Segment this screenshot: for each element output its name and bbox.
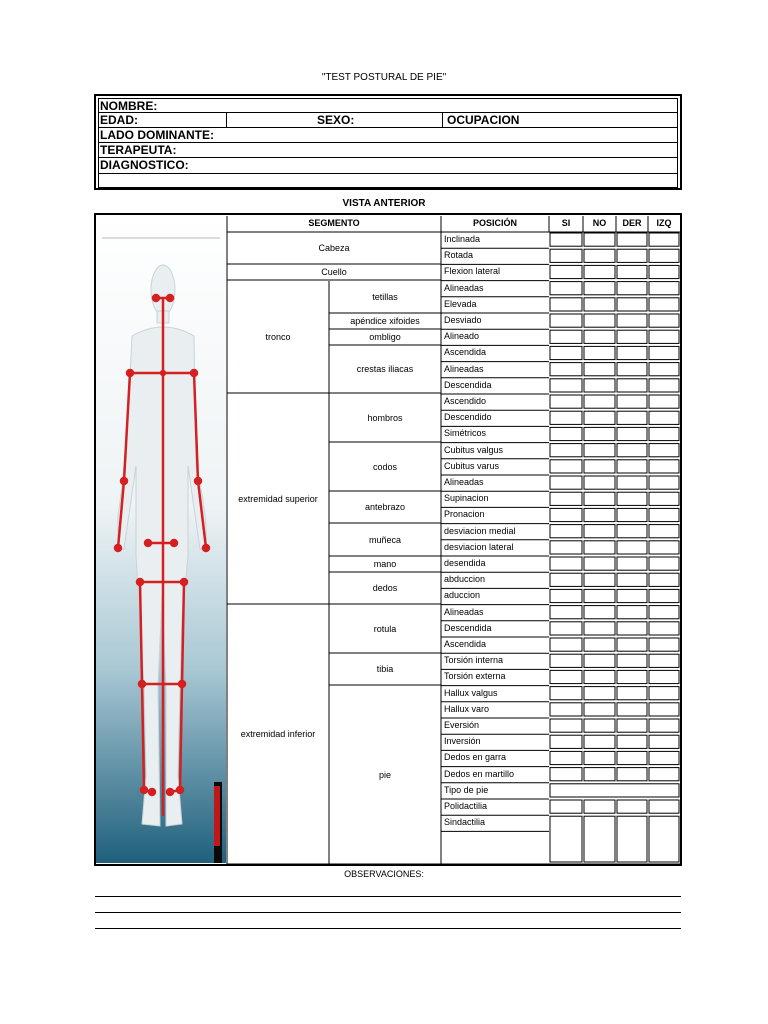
check-box[interactable] bbox=[584, 589, 615, 602]
position-label: Dedos en garra bbox=[444, 752, 507, 763]
header-no: NO bbox=[592, 218, 607, 228]
segment-extremidad-superior: extremidad superior bbox=[238, 493, 318, 504]
check-box[interactable] bbox=[584, 282, 615, 295]
position-label: Desviado bbox=[444, 315, 482, 325]
check-box[interactable] bbox=[584, 654, 615, 667]
check-box[interactable] bbox=[617, 314, 647, 327]
check-box[interactable] bbox=[550, 800, 582, 813]
edad-label: EDAD: bbox=[100, 113, 138, 127]
check-box[interactable] bbox=[649, 265, 679, 278]
position-label: Ascendido bbox=[444, 396, 487, 406]
check-box[interactable] bbox=[584, 719, 615, 732]
segment-apendice-xifoides: apéndice xifoides bbox=[350, 316, 420, 326]
segment-rotula: rotula bbox=[373, 623, 397, 634]
check-box[interactable] bbox=[584, 508, 615, 521]
check-box[interactable] bbox=[649, 427, 679, 440]
diagnostico-label: DIAGNOSTICO: bbox=[100, 158, 189, 172]
check-box[interactable] bbox=[617, 233, 647, 246]
check-box[interactable] bbox=[584, 395, 615, 408]
position-label: Alineadas bbox=[444, 282, 484, 293]
check-box[interactable] bbox=[617, 282, 647, 295]
check-box[interactable] bbox=[550, 314, 582, 327]
position-label: Polidactilia bbox=[444, 801, 488, 811]
check-box[interactable] bbox=[550, 476, 582, 489]
check-box[interactable] bbox=[649, 670, 679, 683]
check-box[interactable] bbox=[550, 670, 582, 683]
check-box[interactable] bbox=[649, 379, 679, 392]
check-box[interactable] bbox=[584, 444, 615, 457]
check-box[interactable] bbox=[649, 508, 679, 521]
check-box[interactable] bbox=[550, 460, 582, 473]
check-box[interactable] bbox=[649, 800, 679, 813]
check-box[interactable] bbox=[649, 589, 679, 602]
position-label: Cubitus varus bbox=[444, 460, 500, 471]
check-box[interactable] bbox=[584, 492, 615, 505]
position-label: abduccion bbox=[444, 574, 486, 585]
segment-muneca: muñeca bbox=[368, 534, 402, 545]
check-box[interactable] bbox=[649, 751, 679, 764]
segment-crestas-iliacas: crestas iliacas bbox=[356, 364, 414, 374]
check-box[interactable] bbox=[617, 525, 647, 538]
check-box[interactable] bbox=[584, 816, 615, 862]
observaciones-line[interactable] bbox=[95, 896, 681, 897]
check-box[interactable] bbox=[550, 719, 582, 732]
check-box[interactable] bbox=[617, 735, 647, 748]
position-label: Cubitus valgus bbox=[444, 444, 504, 455]
check-box[interactable] bbox=[550, 703, 582, 716]
check-box[interactable] bbox=[550, 411, 582, 424]
check-box[interactable] bbox=[617, 638, 647, 651]
position-label: desviacion lateral bbox=[444, 541, 514, 552]
segment-cabeza: Cabeza bbox=[318, 243, 350, 253]
check-box[interactable] bbox=[649, 638, 679, 651]
position-label: Hallux varo bbox=[444, 703, 490, 714]
check-box[interactable] bbox=[584, 233, 615, 246]
check-box[interactable] bbox=[649, 314, 679, 327]
check-box[interactable] bbox=[584, 735, 615, 748]
check-box[interactable] bbox=[649, 249, 679, 262]
check-box[interactable] bbox=[617, 573, 647, 586]
check-box[interactable] bbox=[617, 492, 647, 505]
segment-ombligo: ombligo bbox=[369, 332, 401, 342]
check-box[interactable] bbox=[617, 460, 647, 473]
check-box[interactable] bbox=[550, 638, 582, 651]
check-box[interactable] bbox=[649, 460, 679, 473]
check-box[interactable] bbox=[584, 622, 615, 635]
check-box[interactable] bbox=[649, 444, 679, 457]
check-box[interactable] bbox=[550, 816, 582, 862]
nombre-label: NOMBRE: bbox=[100, 99, 158, 113]
check-box[interactable] bbox=[584, 525, 615, 538]
check-box[interactable] bbox=[649, 330, 679, 343]
check-box[interactable] bbox=[550, 282, 582, 295]
check-box[interactable] bbox=[550, 654, 582, 667]
check-box[interactable] bbox=[550, 492, 582, 505]
check-box[interactable] bbox=[649, 687, 679, 700]
check-box[interactable] bbox=[617, 816, 647, 862]
check-box[interactable] bbox=[584, 638, 615, 651]
check-box[interactable] bbox=[617, 298, 647, 311]
check-box[interactable] bbox=[550, 427, 582, 440]
check-box[interactable] bbox=[649, 654, 679, 667]
check-box[interactable] bbox=[617, 557, 647, 570]
check-box[interactable] bbox=[584, 670, 615, 683]
segment-antebrazo: antebrazo bbox=[364, 502, 406, 512]
form-title: "TEST POSTURAL DE PIE" bbox=[321, 72, 447, 83]
check-box[interactable] bbox=[550, 233, 582, 246]
check-box[interactable] bbox=[584, 703, 615, 716]
position-label: Simétricos bbox=[444, 428, 487, 439]
check-box[interactable] bbox=[649, 768, 679, 781]
segment-tronco: tronco bbox=[265, 331, 291, 342]
check-box[interactable] bbox=[617, 265, 647, 278]
check-box[interactable] bbox=[617, 687, 647, 700]
position-label: Descendida bbox=[444, 622, 492, 633]
segment-hombros: hombros bbox=[367, 412, 403, 423]
segment-dedos: dedos bbox=[372, 583, 398, 593]
header-izq: IZQ bbox=[656, 218, 672, 228]
check-box[interactable] bbox=[649, 719, 679, 732]
header-posicion: POSICIÓN bbox=[472, 218, 517, 228]
check-box[interactable] bbox=[550, 379, 582, 392]
position-label: desviacion medial bbox=[444, 525, 516, 536]
check-box[interactable] bbox=[584, 330, 615, 343]
section-title: VISTA ANTERIOR bbox=[342, 198, 426, 209]
check-box[interactable] bbox=[550, 444, 582, 457]
check-box[interactable] bbox=[617, 476, 647, 489]
check-box[interactable] bbox=[617, 411, 647, 424]
check-box[interactable] bbox=[550, 573, 582, 586]
segment-codos: codos bbox=[372, 461, 398, 472]
position-label: Inclinada bbox=[444, 234, 481, 244]
check-box[interactable] bbox=[584, 249, 615, 262]
position-label: Eversión bbox=[444, 720, 480, 730]
position-label: Tipo de pie bbox=[444, 784, 489, 795]
position-label: Descendido bbox=[444, 412, 492, 423]
check-box[interactable] bbox=[649, 411, 679, 424]
sexo-label: SEXO: bbox=[317, 113, 355, 127]
check-box[interactable] bbox=[617, 606, 647, 619]
check-box[interactable] bbox=[649, 703, 679, 716]
check-box[interactable] bbox=[584, 346, 615, 359]
check-box[interactable] bbox=[649, 282, 679, 295]
check-box[interactable] bbox=[617, 751, 647, 764]
check-box[interactable] bbox=[617, 346, 647, 359]
observaciones-label: OBSERVACIONES: bbox=[344, 869, 424, 879]
check-box[interactable] bbox=[584, 476, 615, 489]
position-label: Ascendida bbox=[444, 347, 487, 358]
check-box[interactable] bbox=[584, 427, 615, 440]
position-label: Hallux valgus bbox=[444, 687, 498, 698]
check-box[interactable] bbox=[550, 298, 582, 311]
lado-dominante-label: LADO DOMINANTE: bbox=[100, 128, 214, 142]
check-box[interactable] bbox=[584, 298, 615, 311]
check-box[interactable] bbox=[617, 768, 647, 781]
check-box[interactable] bbox=[550, 541, 582, 554]
check-box[interactable] bbox=[550, 735, 582, 748]
position-label: Supinacion bbox=[444, 493, 489, 504]
check-box[interactable] bbox=[649, 525, 679, 538]
position-label: Pronacion bbox=[444, 509, 485, 520]
segment-extremidad-inferior: extremidad inferior bbox=[240, 729, 316, 739]
segment-mano: mano bbox=[373, 559, 397, 569]
check-box[interactable] bbox=[550, 687, 582, 700]
check-box[interactable] bbox=[584, 314, 615, 327]
check-box[interactable] bbox=[550, 346, 582, 359]
check-box[interactable] bbox=[584, 800, 615, 813]
check-box[interactable] bbox=[550, 363, 582, 376]
check-box[interactable] bbox=[649, 606, 679, 619]
check-box[interactable] bbox=[617, 589, 647, 602]
check-box[interactable] bbox=[617, 330, 647, 343]
position-label: Torsión externa bbox=[444, 671, 506, 682]
check-box[interactable] bbox=[617, 363, 647, 376]
check-box[interactable] bbox=[649, 298, 679, 311]
check-box[interactable] bbox=[617, 508, 647, 521]
check-box[interactable] bbox=[550, 589, 582, 602]
check-box[interactable] bbox=[649, 395, 679, 408]
check-box[interactable] bbox=[584, 573, 615, 586]
position-label: Descendida bbox=[444, 379, 492, 390]
check-box[interactable] bbox=[649, 476, 679, 489]
observaciones-line[interactable] bbox=[95, 928, 681, 929]
position-label: Torsión interna bbox=[444, 655, 504, 666]
check-box[interactable] bbox=[617, 703, 647, 716]
header-der: DER bbox=[622, 218, 642, 228]
check-box[interactable] bbox=[649, 622, 679, 635]
check-box[interactable] bbox=[649, 233, 679, 246]
check-box[interactable] bbox=[550, 557, 582, 570]
check-box[interactable] bbox=[617, 719, 647, 732]
position-label: Dedos en martillo bbox=[444, 768, 515, 779]
terapeuta-label: TERAPEUTA: bbox=[100, 143, 177, 157]
check-box[interactable] bbox=[584, 379, 615, 392]
check-box[interactable] bbox=[550, 395, 582, 408]
check-box[interactable] bbox=[617, 654, 647, 667]
check-box[interactable] bbox=[584, 768, 615, 781]
check-box[interactable] bbox=[617, 622, 647, 635]
check-box[interactable] bbox=[584, 411, 615, 424]
check-box[interactable] bbox=[584, 541, 615, 554]
check-box[interactable] bbox=[584, 687, 615, 700]
ocupacion-label: OCUPACION bbox=[447, 113, 520, 127]
check-box[interactable] bbox=[617, 444, 647, 457]
segment-pie: pie bbox=[378, 769, 391, 780]
check-box[interactable] bbox=[550, 751, 582, 764]
segment-tibia: tibia bbox=[376, 664, 394, 674]
header-si: SI bbox=[561, 218, 571, 228]
check-box[interactable] bbox=[649, 557, 679, 570]
position-label: Elevada bbox=[444, 298, 477, 309]
check-box[interactable] bbox=[550, 768, 582, 781]
check-box[interactable] bbox=[550, 622, 582, 635]
segment-cuello: Cuello bbox=[321, 267, 347, 277]
check-box[interactable] bbox=[584, 751, 615, 764]
check-box[interactable] bbox=[649, 541, 679, 554]
check-box[interactable] bbox=[649, 735, 679, 748]
check-box[interactable] bbox=[584, 460, 615, 473]
tipo-de-pie-field[interactable] bbox=[550, 784, 679, 797]
check-box[interactable] bbox=[584, 363, 615, 376]
check-box[interactable] bbox=[617, 427, 647, 440]
check-box[interactable] bbox=[617, 670, 647, 683]
position-label: Alineadas bbox=[444, 477, 484, 487]
check-box[interactable] bbox=[649, 573, 679, 586]
position-label: Alineadas bbox=[444, 363, 484, 374]
position-label: Flexion lateral bbox=[444, 266, 501, 277]
position-label: desendida bbox=[444, 558, 486, 568]
check-box[interactable] bbox=[649, 346, 679, 359]
position-label: Alineado bbox=[444, 331, 480, 342]
check-box[interactable] bbox=[550, 606, 582, 619]
position-label: Alineadas bbox=[444, 606, 484, 617]
header-segmento: SEGMENTO bbox=[308, 218, 360, 228]
position-label: Inversión bbox=[444, 736, 481, 747]
check-box[interactable] bbox=[617, 395, 647, 408]
check-box[interactable] bbox=[617, 541, 647, 554]
position-label: Sindactilia bbox=[444, 817, 486, 828]
check-box[interactable] bbox=[550, 330, 582, 343]
check-box[interactable] bbox=[649, 363, 679, 376]
segment-tetillas: tetillas bbox=[372, 291, 398, 302]
check-box[interactable] bbox=[550, 265, 582, 278]
position-label: aduccion bbox=[444, 590, 481, 601]
check-box[interactable] bbox=[584, 606, 615, 619]
check-box[interactable] bbox=[617, 249, 647, 262]
check-box[interactable] bbox=[649, 492, 679, 505]
position-label: Rotada bbox=[444, 250, 474, 261]
check-box[interactable] bbox=[617, 379, 647, 392]
check-box[interactable] bbox=[649, 816, 679, 862]
position-label: Ascendida bbox=[444, 639, 487, 649]
check-box[interactable] bbox=[550, 508, 582, 521]
observaciones-line[interactable] bbox=[95, 912, 681, 913]
check-box[interactable] bbox=[584, 557, 615, 570]
check-box[interactable] bbox=[617, 800, 647, 813]
check-box[interactable] bbox=[550, 525, 582, 538]
check-box[interactable] bbox=[550, 249, 582, 262]
check-box[interactable] bbox=[584, 265, 615, 278]
